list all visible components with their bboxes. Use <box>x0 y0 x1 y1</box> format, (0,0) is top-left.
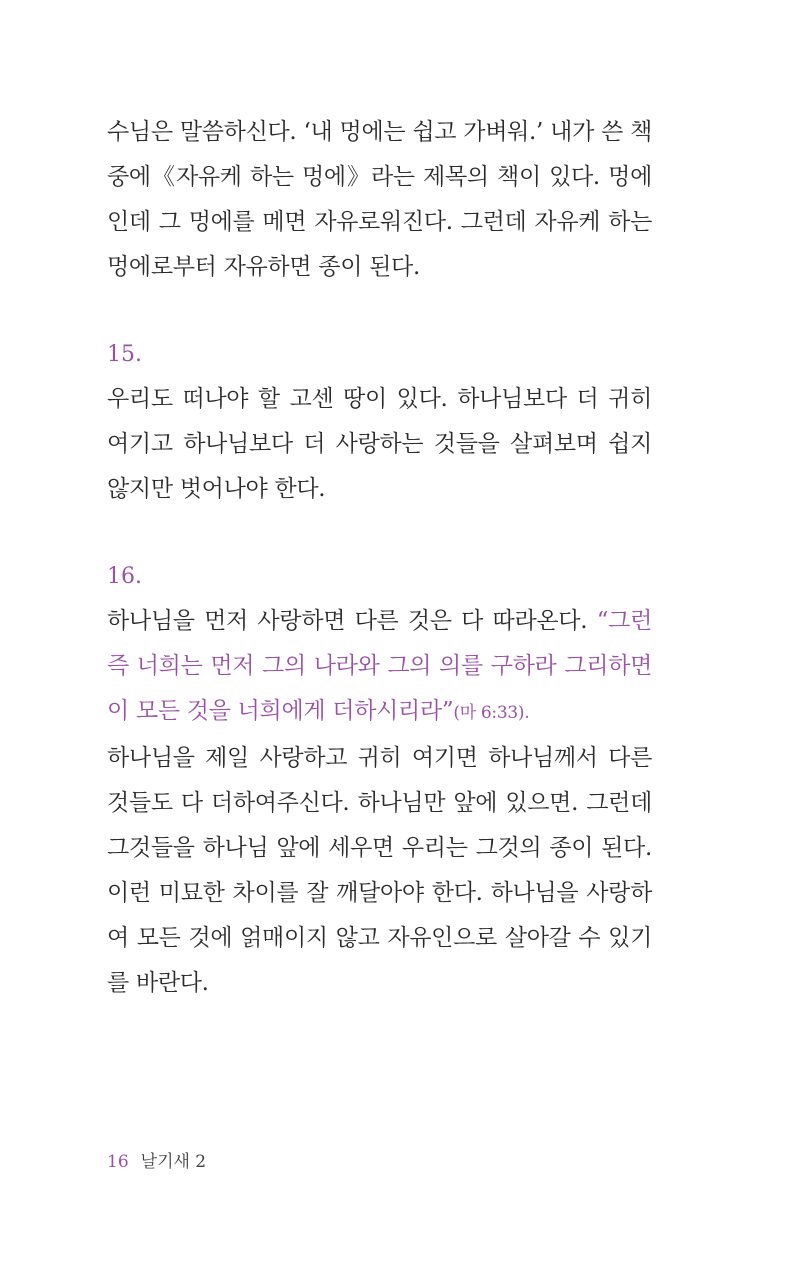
section-16-lead-text: 하나님을 먼저 사랑하면 다른 것은 다 따라온다. <box>107 608 597 634</box>
section-number-16: 16. <box>107 564 142 589</box>
bible-verse-reference: (마 6:33). <box>453 703 530 723</box>
section-number-15: 15. <box>107 342 142 367</box>
section-16-lead-paragraph <box>107 599 652 736</box>
bible-verse-quote: “그런즉 너희는 먼저 그의 나라와 그의 의를 구하라 그리하면 이 모든 것을 너희에게 더하시리라” <box>107 608 652 724</box>
page-number: 16 <box>107 1152 129 1172</box>
book-title: 날기새 2 <box>140 1152 207 1172</box>
intro-paragraph: 수님은 말씀하신다. ‘내 멍에는 쉽고 가벼워.’ 내가 쓴 책 중에《자유케 하는 멍에》라는 제목의 책이 있다. 멍에인데 그 멍에를 메면 자유로워진다. 그런데 자유케 하는 멍에로부터 자유하면 종이 된다. <box>107 119 652 280</box>
section-15-paragraph: 우리도 떠나야 할 고센 땅이 있다. 하나님보다 더 귀히 여기고 하나님보다 더 사랑하는 것들을 살펴보며 쉽지 않지만 벗어나야 한다. <box>107 386 652 502</box>
section-gap <box>107 290 652 332</box>
page-body <box>107 110 652 1006</box>
page-footer <box>107 1147 206 1172</box>
section-16-body-paragraph: 하나님을 제일 사랑하고 귀히 여기면 하나님께서 다른 것들도 다 더하여주신다. 하나님만 앞에 있으면. 그런데 그것들을 하나님 앞에 세우면 우리는 그것의 종이 된다. 이런 미묘한 차이를 잘 깨달아야 한다. 하나님을 사랑하여 모든 것에 얽매이지 않고 자유인으로 살아갈 수 있기를 바란다. <box>107 745 652 996</box>
section-gap <box>107 512 652 554</box>
